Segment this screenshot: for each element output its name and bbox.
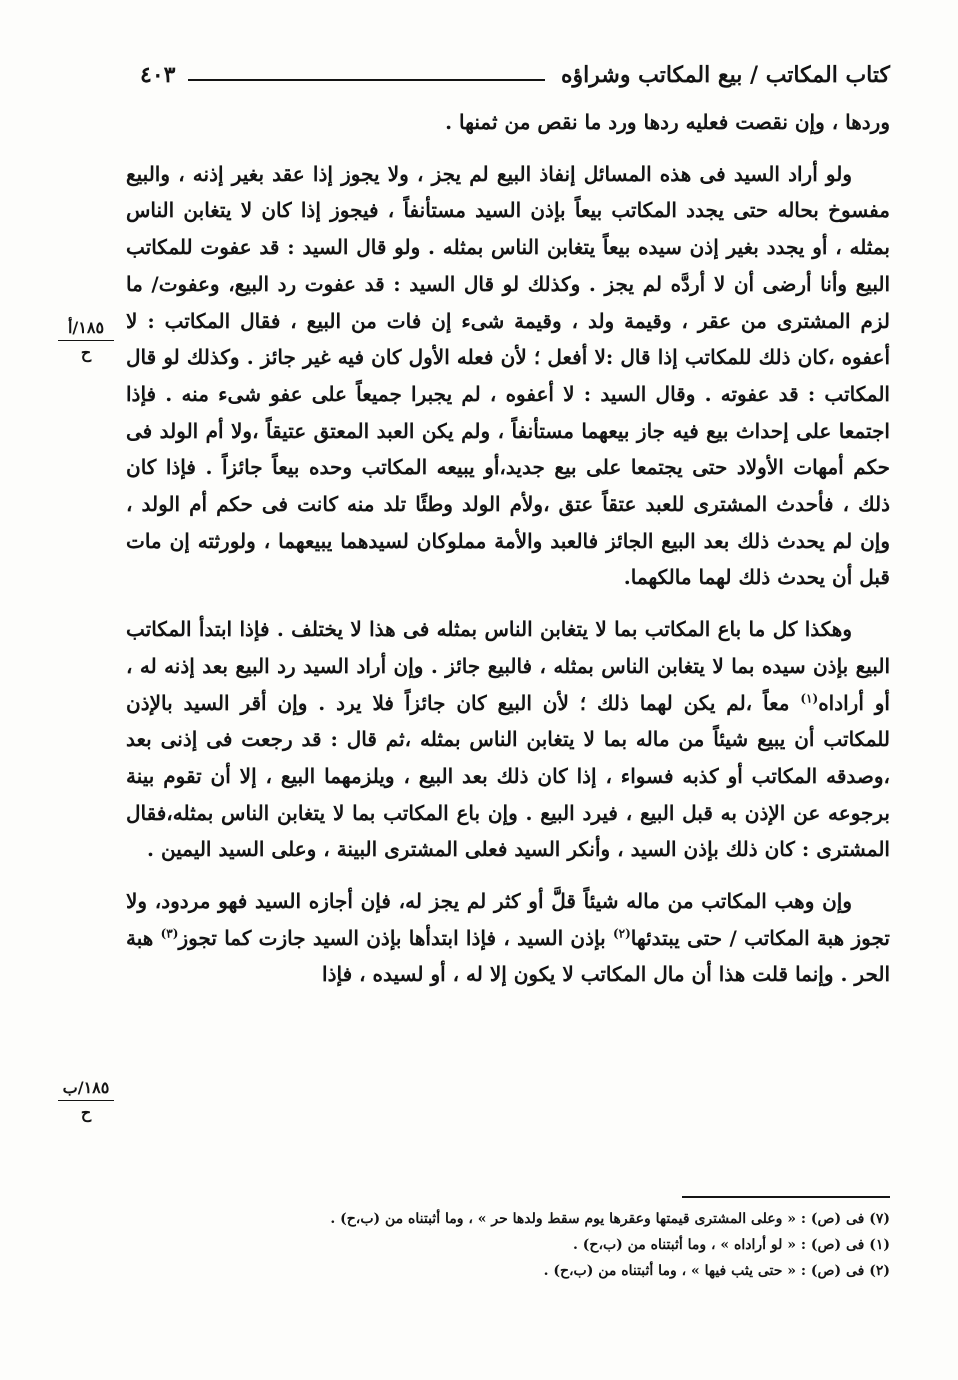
footnote-ref-3: (٣)	[160, 926, 179, 941]
manuscript-siglum: ح	[80, 343, 92, 362]
running-title: كتاب المكاتب / بيع المكاتب وشراؤه	[560, 62, 890, 88]
footnote-1: (١) فى (ص) : « لو أراداه » ، وما أثبتناه من (ب،ح) .	[573, 1237, 890, 1253]
footnote-ref-2: (٢)	[612, 926, 631, 941]
paragraph-2: ولو أراد السيد فى هذه المسائل إنفاذ البيع لم يجز ، ولا يجوز إذا عقد بغير إذنه ، والبيع مفسوخ بحاله حتى يجدد المكاتب بيعاً بإذن السيد مستأنفاً ، فيجوز إذا كان لا يتغابن الناس بمثله ، أو يجدد بغير إذن سيده بيعاً يتغابن الناس بمثله . ولو قال السيد : قد عفوت للمكاتب البيع وأنا أرضى أن لا أردَّه لم يجز . وكذلك لو قال السيد : قد عفوت رد البيع، وعفوت/ ما لزم المشترى من عقر ، وقيمة ولد ، وقيمة شىء إن فات من البيع ، فقال المكاتب : لا أعفوه ،كان ذلك للمكاتب إذا قال :لا أفعل ؛ لأن فعله الأول كان فيه غير جائز . وكذلك لو قال المكاتب : قد عفوته . وقال السيد : لا أعفوه ، لم يجبرا جميعاً على عفو شىء منه . فإذا اجتمعا على إحداث بيع فيه جاز بيعهما مستأنفاً ، ولم يكن العبد المعتق عتيقاً ،ولا أم الولد فى حكم أمهات الأولاد حتى يجتمعا على بيع جديد،أو يبيعه المكاتب وحده بيعاً جائزاً . فإذا كان ذلك ، فأحدث المشترى للعبد عتقاً عتق ،ولأم الولد وطئًا تلد منه كانت فى حكم أم الولد ، وإن لم يحدث ذلك بعد البيع الجائز فالعبد والأمة مملوكان لسيدهما يبيعهما ، ولورثته إن مات قبل أن يحدث ذلك لهما مالكهما.	[126, 161, 890, 590]
paragraph-4	[126, 883, 890, 993]
folio-number: ١٨٥/أ	[58, 318, 114, 341]
footnote-2: (٢) فى (ص) : « حتى يثب فيها » ، وما أثبتناه من (ب،ح) .	[543, 1263, 890, 1279]
footnote-ref-1: (١)	[800, 690, 819, 705]
manuscript-siglum: ح	[80, 1103, 92, 1122]
body-text	[126, 104, 890, 993]
paragraph-4-part-1: وإن وهب المكاتب من ماله شيئاً قلَّ أو كثر لم يجز له، فإن أجازه السيد فهو مردود، ولا تجوز هبة المكاتب / حتى يبتدئها	[126, 889, 890, 950]
paragraph-1: وردها ، وإن نقصت فعليه ردها ورد ما نقص من ثمنها .	[445, 110, 890, 134]
header-rule	[188, 79, 545, 81]
margin-note-folio-185b	[58, 1078, 114, 1123]
paragraph-4-part-2: بإذن السيد ، فإذا ابتدأها بإذن السيد جازت كما تجوز	[178, 925, 613, 950]
page-header	[140, 60, 890, 96]
footnote-rule	[682, 1196, 890, 1198]
paragraph-3-part-2: معاً ،لم يكن لهما ذلك ؛ لأن البيع كان جائزاً فلا يرد . وإن أقر السيد بالإذن للمكاتب أن يبيع شيئاً من ماله بما لا يتغابن الناس بمثله ،ثم قال : قد رجعت فى إذنى بعد ،وصدقه المكاتب أو كذبه فسواء ، إذا كان ذلك بعد البيع ، ويلزمهما البيع ، إلا أن تقوم بينة برجوعه عن الإذن به قبل البيع ، فيرد البيع . وإن باع المكاتب بما لا يتغابن الناس بمثله،فقال المشترى : كان ذلك بإذن السيد ، وأنكر السيد فعلى المشترى البينة ، وعلى السيد اليمين .	[126, 690, 890, 862]
page-number: ٤٠٣	[140, 62, 176, 88]
paragraph-3	[126, 611, 890, 868]
footnote-7: (٧) فى (ص) : « وعلى المشترى قيمتها وعقرها يوم سقط ولدها حر » ، وما أثبتناه من (ب،ح) .	[330, 1211, 890, 1227]
folio-number: ١٨٥/ب	[58, 1078, 114, 1101]
footnotes	[240, 1206, 890, 1284]
margin-note-folio-185a	[58, 318, 114, 363]
paragraph-4-part-3: هبة الحر . وإنما قلت هذا أن مال المكاتب لا يكون إلا له ، أو لسيده ، فإذا	[126, 925, 890, 987]
paragraph-3-part-1: وهكذا كل ما باع المكاتب بما لا يتغابن الناس بمثله فى هذا لا يختلف . فإذا ابتدأ المكاتب البيع بإذن سيده بما لا يتغابن الناس بمثله ، فالبيع جائز . وإن أراد السيد رد البيع بعد إذنه له ، أو أراداه	[126, 617, 890, 715]
